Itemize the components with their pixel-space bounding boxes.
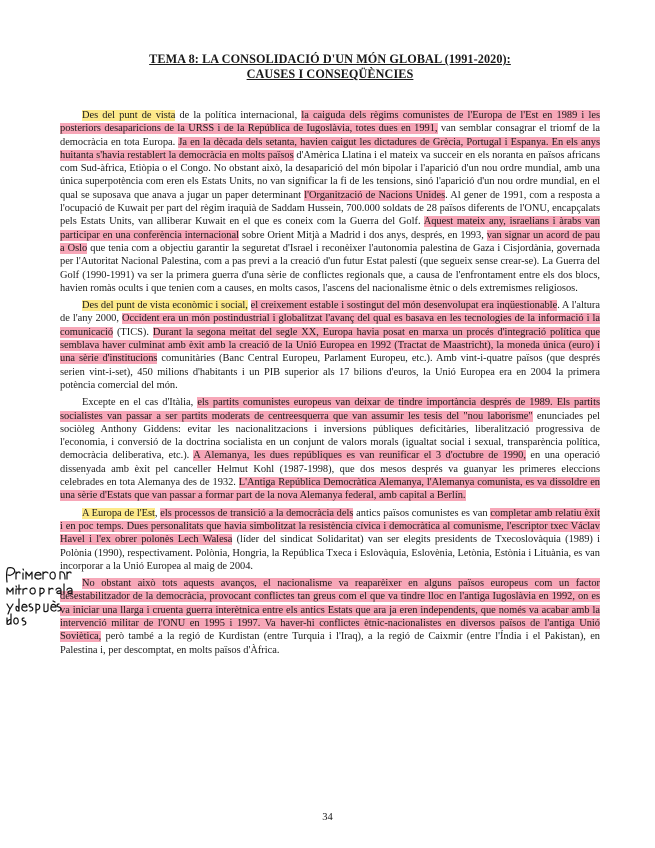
text-segment: Excepte en el cas d'Itàlia, xyxy=(82,397,198,409)
text-segment: antics països comunistes es van xyxy=(353,507,491,519)
highlight-yellow: A Europa de l'Est xyxy=(82,507,155,519)
highlight-pink: els partits comunistes europeus van deixar de tindre importància després de 1989. Els partits socialistes van passar a ser partits moderats de centreesquerra que van assumir les tesis del "nou laborisme" xyxy=(60,397,600,422)
highlight-pink: Durant la segona meitat del segle XX, Europa havia posat en marxa un procés d'integració política que semblava haver culminat amb èxit amb la creació de la Unió Europea en 1992 (Tractat de Maastricht), la moneda única (euro) i una sèrie d'institucions xyxy=(60,326,600,365)
body-paragraph xyxy=(60,396,600,502)
text-segment: (TICS). xyxy=(113,326,153,338)
title-line-1: TEMA 8: LA CONSOLIDACIÓ D'UN MÓN GLOBAL (1991-2020): xyxy=(149,52,511,66)
highlight-pink: Occident era un món postindustrial i globalitzat l'avanç del qual es basava en les tecnologies de la informació i la comunicació xyxy=(60,313,600,338)
highlight-pink: Ja en la dècada dels setanta, havien caigut les dictadures de Grècia, Portugal i Espanya. En els anys huitanta s'havia restablert la democràcia en molts països xyxy=(60,136,600,161)
highlight-pink: els processos de transició a la democràcia dels xyxy=(160,507,354,519)
text-segment: en una operació dissenyada amb èxit pel canceller Helmut Kohl (1987-1998), que dos mesos després va guanyar les primeres eleccions celebrades en tota Alemanya des de 1932. xyxy=(60,450,600,489)
text-segment: . Al gener de 1991, com a resposta a l'ocupació de Kuwait per part del règim iraquià de Saddam Hussein, 700.000 soldats de 28 països diferents de l'ONU, encapçalats pels Estats Units, van alliberar Kuwait en el que es coneix com la Guerra del Golf. xyxy=(60,189,600,228)
highlight-pink: completar amb relatiu èxit i en poc temps. Dues personalitats que havia simbolitzat la resistència cívica i democràtica al comunisme, l'escriptor txec Václav Havel i l'ex obrer polonès Lech Walesa xyxy=(60,507,600,546)
body-paragraph xyxy=(60,109,600,295)
highlight-pink: No obstant això tots aquests avanços, el nacionalisme va reaparèixer en alguns països europeus com un factor desestabilitzador de la democràcia, provocant conflictes tan greus com el que va tindre lloc en l'antiga Iugoslàvia en 1992, on es va iniciar una llarga i cruenta guerra interètnica entre els antics Estats que ara ja eren independents, que només va acabar amb la intervenció militar de l'ONU en 1995 i 1997. Va haver-hi conflictes ètnic-nacionalistes en diversos països de l'antiga Unió Soviètica, xyxy=(60,578,600,643)
highlight-pink: A Alemanya, les dues repúbliques es van reunificar el 3 d'octubre de 1990, xyxy=(193,450,526,462)
text-segment: de la política internacional, xyxy=(175,110,302,121)
highlight-pink: Aquest mateix any, israelians i àrabs van participar en una conferència internacional xyxy=(60,216,600,241)
body-paragraph xyxy=(60,577,600,657)
text-segment: d'Amèrica Llatina i el mateix va succeir en els noranta en països africans com Sud-àfrica, Etiòpia o el Congo. No obstant això, la desaparició del món bipolar i l'aparició d'un nou ordre mundial, amb una única superpotència com eren els Estats Units, no van significar la fi de les tensions, sinó l'aparició d'un nou ordre mundial, en el qual se suposava que anava a jugar un paper determinant xyxy=(60,149,600,201)
highlight-yellow: Des del punt de vista econòmic i social, xyxy=(82,300,248,312)
highlight-pink: la caiguda dels règims comunistes de l'Europa de l'Est en 1989 i les posteriors desaparicions de la URSS i de la República de Iugoslàvia, totes dues en 1991, xyxy=(60,110,600,135)
page-number: 34 xyxy=(322,812,333,823)
text-segment: enunciades pel sociòleg Anthony Giddens: evitar les nacionalitzacions i inversions públiques deficitàries, liberalització progressiva de l'economia, i conversió de la doctrina socialista en un conjunt de valors morals (igualtat social i sexual, transparència política, democràcia deliberativa, etc.). xyxy=(60,410,600,462)
text-segment: van semblar consagrar el triomf de la democràcia en tota Europa. xyxy=(60,123,600,148)
text-segment: . A l'altura de l'any 2000, xyxy=(60,300,600,325)
body-paragraph xyxy=(60,299,600,392)
text-segment: que tenia com a objectiu garantir la seguretat d'Israel i reconèixer l'autonomia palestina de Gaza i Cisjordània, governada per l'Autoritat Nacional Palestina, com a pas previ a la creació d'un futur Estat palestí (que segueix sense crear-se). La Guerra del Golf (1990-1991) va ser la primera guerra d'una sèrie de conflictes regionals que, a causa de l'enfrontament entre els dos blocs, havien romàs ocults i que tenien com a causes, en molts casos, l'ascens del nacionalisme ètnic o dels extremismes religiosos. xyxy=(60,242,600,294)
text-segment: , xyxy=(154,507,161,519)
title-line-2: CAUSES I CONSEQÜÈNCIES xyxy=(246,67,414,81)
highlight-yellow: Des del punt de vista xyxy=(82,110,176,121)
handwritten-note-annotation xyxy=(4,566,84,648)
highlight-pink: el creixement estable i sostingut del món desenvolupat era inqüestionable xyxy=(250,300,558,312)
highlight-pink: l'Organització de Nacions Unides xyxy=(304,189,446,201)
text-segment: comunitàries (Banc Central Europeu, Parlament Europeu, etc.). Amb vint-i-quatre països (que després serien vint-i-set), 450 milions d'habitants i un PIB superior als 17 bilions d'euros, la Unió Europea era en 2004 la primera potència comercial del món. xyxy=(60,353,601,391)
page-title xyxy=(80,52,580,82)
document-body xyxy=(60,109,600,661)
body-paragraph xyxy=(60,507,600,573)
text-segment: (líder del sindicat Solidaritat) van ser elegits presidents de Txecoslovàquia (1989) i Polònia (1990), respectivament. Polònia, Hongria, la República Txeca i Eslovàquia, Eslovènia, Letònia, Estònia i Lituània, es van incorporar a la Unió Europea al maig de 2004. xyxy=(60,534,600,572)
text-segment: però també a la regió de Kurdistan (entre Turquia i l'Iraq), a la regió de Caixmir (entre l'Índia i el Pakistan), en Palestina i, per descomptat, en molts països d'Àfrica. xyxy=(60,631,600,656)
highlight-pink: L'Antiga República Democràtica Alemanya, l'Alemanya comunista, es va dissoldre en una sèrie d'Estats que van passar a formar part de la nova Alemanya federal, amb capital a Berlín. xyxy=(60,477,600,502)
highlight-pink: van signar un acord de pau a Oslo xyxy=(60,229,600,254)
text-segment: sobre Orient Mitjà a Madrid i dos anys, després, en 1993, xyxy=(239,229,487,241)
